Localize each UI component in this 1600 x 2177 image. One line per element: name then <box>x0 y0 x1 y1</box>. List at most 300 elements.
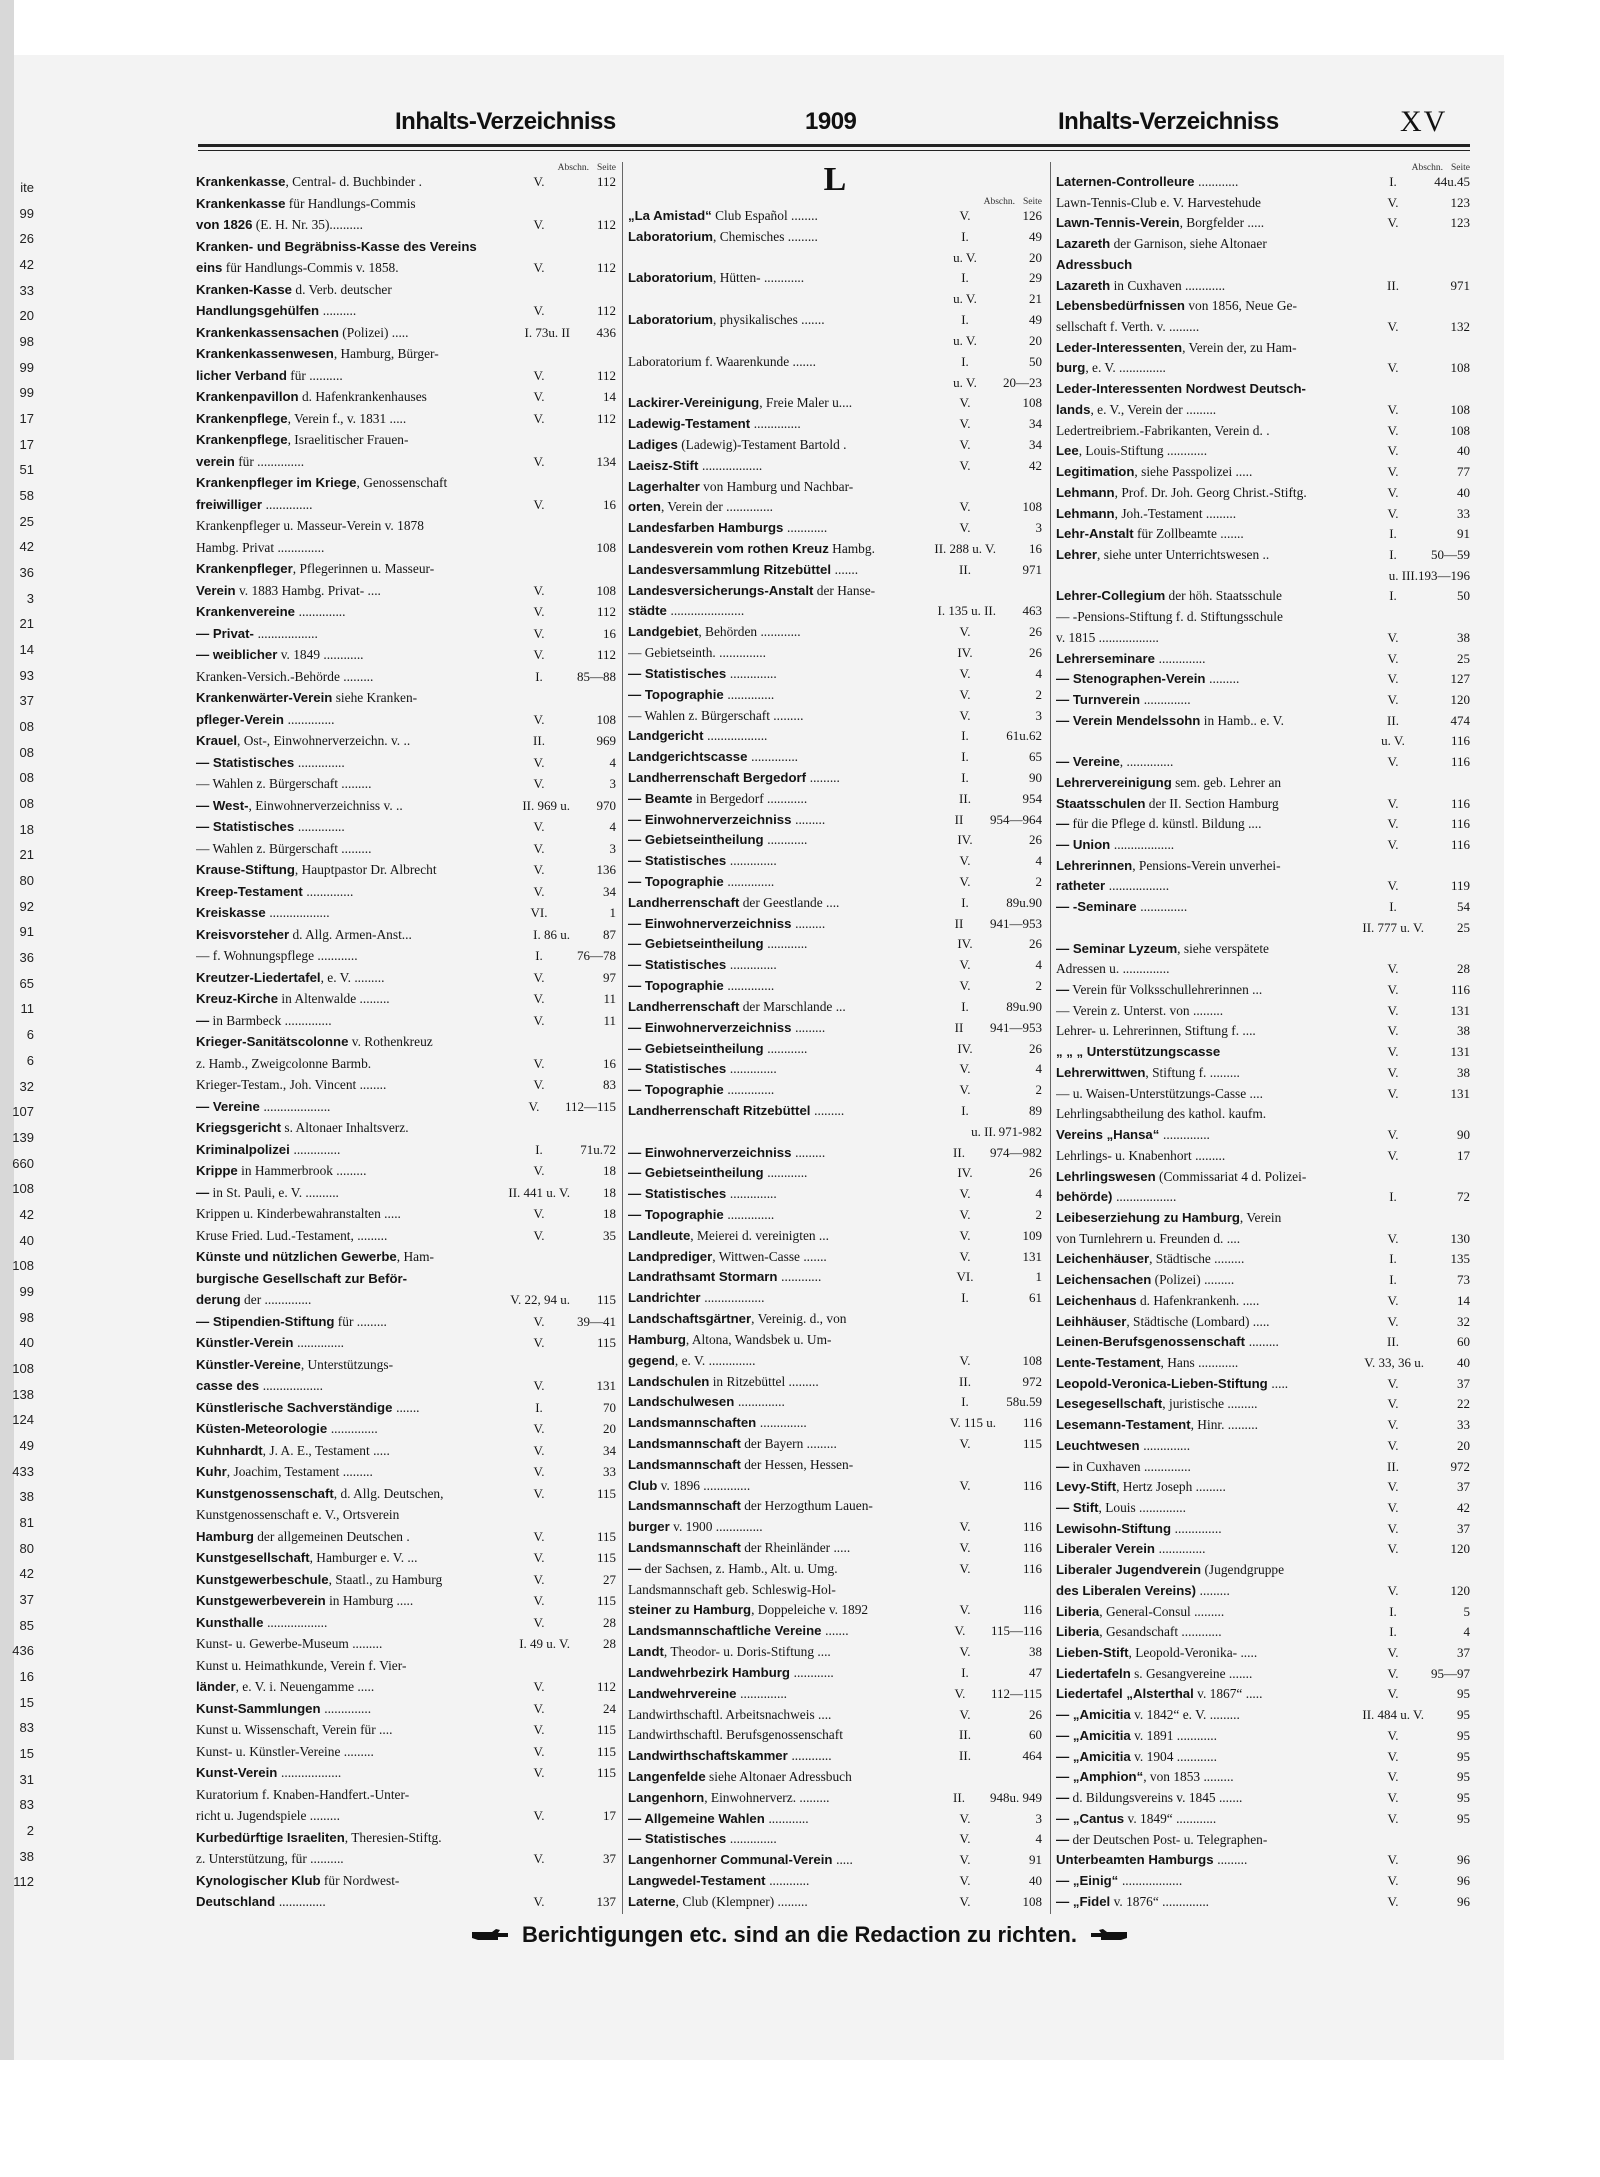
entry-title <box>1056 1852 1362 1868</box>
entry-detail: ............ <box>768 1810 809 1826</box>
entry-detail: der Herzogthum Lauen- <box>740 1498 873 1514</box>
entry-keyword: — <box>1056 816 1070 832</box>
entry-keyword: Liedertafeln <box>1056 1665 1131 1681</box>
entry-section: V. <box>533 582 545 598</box>
index-entry <box>196 905 616 925</box>
entry-page: 14 <box>1457 1292 1470 1308</box>
entry-page: 95—97 <box>1431 1665 1470 1681</box>
gutter-number: 108 <box>12 1258 34 1274</box>
entry-page: 463 <box>1022 603 1042 619</box>
entry-keyword: — „Amicitia <box>1056 1727 1131 1743</box>
gutter-number: 124 <box>12 1412 34 1428</box>
index-entry <box>1056 692 1470 712</box>
entry-section: V. <box>1387 194 1399 210</box>
entry-keyword: — „Cantus <box>1056 1810 1125 1826</box>
gutter-number: 91 <box>19 924 34 940</box>
index-entry <box>1056 878 1470 898</box>
entry-detail: ....... <box>825 1623 849 1639</box>
entry-title <box>196 1701 508 1717</box>
entry-section: V. <box>1387 1769 1399 1785</box>
index-entry <box>628 250 1042 270</box>
index-entry <box>1056 526 1470 546</box>
entry-section: V. <box>959 1519 971 1535</box>
entry-title <box>1056 1583 1362 1599</box>
entry-page: 50 <box>1457 588 1470 604</box>
entry-section: V. <box>1387 816 1399 832</box>
entry-section: V. <box>533 1593 545 1608</box>
entry-detail: , Behörden ............ <box>698 624 801 640</box>
entry-page: 115 <box>596 1722 616 1737</box>
entry-keyword: licher Verband <box>196 367 287 383</box>
gutter-number: 17 <box>19 411 34 427</box>
gutter-number: 11 <box>20 1001 34 1017</box>
entry-section: II. <box>959 1373 971 1389</box>
entry-title: Krieger-Testam., Joh. Vincent ........ <box>196 1077 387 1092</box>
entry-title <box>628 1082 934 1098</box>
index-entry <box>628 1082 1042 1102</box>
entry-section: I. <box>961 228 969 244</box>
entry-page: 954 <box>1022 790 1042 806</box>
entry-keyword: Landschulen <box>628 1373 710 1389</box>
entry-keyword: Leichensachen <box>1056 1272 1152 1288</box>
entry-page: 34 <box>603 883 616 899</box>
entry-keyword: Ladewig-Testament <box>628 416 754 432</box>
entry-page: 18 <box>603 1206 616 1221</box>
entry-title <box>628 395 934 411</box>
entry-title <box>628 1353 934 1369</box>
index-entry <box>628 1186 1042 1206</box>
entry-keyword: — Vereine <box>196 1098 264 1114</box>
gutter-number: 80 <box>19 873 34 889</box>
entry-title: — Wahlen z. Bürgerschaft ......... <box>196 776 372 791</box>
entry-title <box>196 1486 508 1502</box>
entry-section: V. <box>959 1082 971 1098</box>
entry-section: V. <box>533 1528 545 1544</box>
entry-detail: , Städtische (Lombard) ..... <box>1126 1313 1270 1329</box>
entry-detail: , Meierei d. vereinigten ... <box>690 1227 829 1243</box>
entry-detail: für .......... <box>286 367 343 383</box>
entry-page: 49 <box>1029 228 1042 244</box>
entry-detail: , siehe Passpolizei ..... <box>1134 464 1253 480</box>
gutter-number: 08 <box>19 796 34 812</box>
entry-page: 91 <box>1457 526 1470 542</box>
entry-keyword: Krankenkasse <box>196 174 286 189</box>
index-entry <box>196 841 616 861</box>
entry-detail: , Hütten- ............ <box>713 270 805 286</box>
entry-detail: .............. <box>287 711 335 727</box>
entry-keyword: — Topographie <box>628 1207 728 1222</box>
entry-detail: , Ost-, Einwohnerverzeichn. v. .. <box>237 733 411 748</box>
entry-keyword: Künstler-Verein <box>196 1335 298 1350</box>
index-entry <box>196 862 616 882</box>
index-entry <box>1056 1790 1470 1810</box>
index-entry <box>196 1636 616 1656</box>
index-entry <box>628 291 1042 311</box>
entry-page: 109 <box>1022 1227 1042 1243</box>
entry-keyword: Club <box>628 1477 658 1493</box>
entry-keyword: Liberaler Verein <box>1056 1541 1159 1557</box>
entry-title <box>628 853 934 869</box>
entry-page: 11 <box>603 991 616 1006</box>
entry-keyword: — Statistisches <box>628 853 730 869</box>
entry-page: 65 <box>1029 749 1042 765</box>
entry-detail: .............. <box>727 1082 775 1098</box>
entry-title <box>1056 1645 1362 1661</box>
entry-page: 969 <box>596 733 616 748</box>
entry-detail: (Ladewig)-Testament Bartold . <box>677 436 847 452</box>
entry-detail: ............ <box>767 832 808 848</box>
entry-page: 60 <box>1457 1334 1470 1350</box>
entry-detail: , physikalisches ....... <box>713 312 825 328</box>
entry-page: 116 <box>1022 1519 1042 1535</box>
entry-title <box>628 583 934 599</box>
entry-keyword: — Gebietseintheilung <box>628 1040 768 1056</box>
entry-detail: ......... <box>1209 671 1240 687</box>
entry-section: IV. <box>957 1165 973 1181</box>
entry-section: u. V. <box>1381 733 1405 749</box>
index-entry <box>196 1830 616 1850</box>
index-entry <box>628 936 1042 956</box>
entry-detail: v. 1867“ ..... <box>1193 1686 1263 1702</box>
index-entry <box>628 832 1042 852</box>
entry-section: V. <box>533 711 545 727</box>
index-entry <box>196 927 616 947</box>
entry-section: V. <box>1387 961 1399 977</box>
entry-keyword: — „Amphion“ <box>1056 1769 1144 1785</box>
entry-page: 131 <box>596 1378 616 1393</box>
entry-section: V. <box>533 840 545 856</box>
index-entry <box>628 687 1042 707</box>
entry-keyword: Laboratorium <box>628 312 713 328</box>
entry-page: 11 <box>603 1012 616 1028</box>
entry-section: II. <box>953 1144 965 1160</box>
gutter-number: 139 <box>12 1129 34 1145</box>
entry-page: 60 <box>1029 1727 1042 1743</box>
entry-page: 40 <box>1457 484 1470 500</box>
entry-detail: , Hinr. ......... <box>1190 1417 1258 1433</box>
entry-detail: in Cuxhaven ............ <box>1110 277 1226 293</box>
entry-page: 116 <box>1450 837 1470 852</box>
entry-keyword: Liberia <box>1056 1624 1100 1640</box>
entry-page: 112 <box>596 647 616 662</box>
index-entry <box>628 916 1042 936</box>
entry-keyword: casse des <box>196 1378 263 1393</box>
gutter-number: 32 <box>19 1078 34 1094</box>
gutter-number: 83 <box>19 1720 34 1736</box>
index-entry <box>196 1593 616 1613</box>
entry-detail: , Einwohnerverzeichniss v. .. <box>248 797 403 813</box>
index-entry <box>1056 1169 1470 1189</box>
entry-title <box>628 229 934 245</box>
index-entry <box>196 1400 616 1420</box>
entry-detail: d. Verb. deutscher <box>292 281 392 297</box>
entry-page: 95 <box>1457 1748 1470 1764</box>
entry-keyword: Kreep-Testament <box>196 883 307 899</box>
entry-title <box>1056 1376 1362 1392</box>
entry-section: V. <box>533 604 545 619</box>
index-entry <box>196 991 616 1011</box>
index-entry <box>628 1332 1042 1352</box>
entry-page: 116 <box>1022 1540 1042 1555</box>
entry-section: V. <box>959 874 971 889</box>
entry-title <box>1056 298 1362 314</box>
entry-page: 25 <box>1457 919 1470 935</box>
index-entry <box>1056 1873 1470 1893</box>
index-entry <box>1056 485 1470 505</box>
entry-keyword: Kuhnhardt <box>196 1442 263 1458</box>
entry-page: 37 <box>1457 1645 1470 1661</box>
entry-page: 83 <box>603 1077 616 1092</box>
entry-keyword: länder <box>196 1679 236 1694</box>
entry-keyword: Landgebiet <box>628 624 699 640</box>
entry-page: 95 <box>1457 1707 1470 1723</box>
index-entry <box>1056 837 1470 857</box>
index-entry <box>628 437 1042 457</box>
index-entry <box>196 1658 616 1678</box>
entry-page: 972 <box>1022 1373 1042 1389</box>
entry-title <box>628 479 934 495</box>
entry-page: 20 <box>1029 249 1042 265</box>
entry-section: V. <box>959 1831 971 1847</box>
index-entry <box>628 853 1042 873</box>
entry-detail: v. 1849 ............ <box>277 647 364 662</box>
entry-keyword: — West- <box>196 797 249 813</box>
entry-title <box>628 312 934 328</box>
index-entry <box>628 1061 1042 1081</box>
gutter-number: 6 <box>26 1027 34 1043</box>
entry-keyword: Unterbeamten Hamburgs <box>1056 1852 1218 1868</box>
entry-page: 474 <box>1450 712 1470 728</box>
gutter-number: 108 <box>12 1360 34 1376</box>
entry-detail: .................. <box>1108 878 1170 894</box>
entry-section: V. <box>533 1765 545 1780</box>
index-entry <box>1056 858 1470 878</box>
entry-detail: , Pensions-Verein unverhei- <box>1132 857 1281 873</box>
entry-title <box>1056 796 1362 812</box>
entry-page: 21 <box>1029 291 1042 307</box>
entry-page: 112 <box>596 260 616 275</box>
entry-section: V. <box>959 1477 971 1493</box>
index-entry <box>196 1142 616 1162</box>
gutter-number: 107 <box>12 1104 34 1120</box>
gutter-number: 92 <box>19 898 34 914</box>
entry-keyword: — Einwohnerverzeichniss <box>628 811 796 827</box>
column-heading-seite: Seite <box>1023 197 1042 207</box>
entry-detail: , Joachim, Testament ......... <box>226 1464 373 1479</box>
entry-section: IV. <box>957 832 973 848</box>
entry-keyword: Leibeserziehung zu Hamburg <box>1056 1209 1240 1225</box>
entry-keyword: Landsmannschaft <box>628 1456 741 1472</box>
index-entry <box>196 1378 616 1398</box>
index-entry <box>196 1013 616 1033</box>
entry-detail: ....... <box>834 561 859 577</box>
entry-keyword: — Statistisches <box>628 1831 730 1847</box>
entry-detail: , Genossenschaft <box>356 475 448 490</box>
entry-section: V. <box>533 754 545 770</box>
index-entry <box>1056 899 1470 919</box>
entry-section: I. <box>1389 546 1397 562</box>
gutter-number: 37 <box>19 1591 34 1607</box>
index-entry <box>628 1124 1042 1144</box>
entry-detail: ......... <box>795 1019 826 1035</box>
index-entry <box>628 645 1042 665</box>
gutter-number: 58 <box>19 488 34 504</box>
entry-page: 115 <box>1022 1435 1042 1451</box>
entry-section: u. V. <box>953 374 977 390</box>
entry-detail: in Hammerbrook ......... <box>237 1163 367 1178</box>
entry-title <box>1056 215 1362 231</box>
entry-section: VI. <box>956 1269 974 1285</box>
index-entry <box>628 208 1042 228</box>
entry-title <box>628 1165 934 1181</box>
index-entry <box>628 1103 1042 1123</box>
entry-title <box>196 798 460 814</box>
entry-keyword: behörde) <box>1056 1189 1117 1205</box>
entry-page: 16 <box>603 625 616 641</box>
entry-page: 3 <box>609 840 616 856</box>
index-entry <box>196 1228 616 1248</box>
entry-section: V. <box>1387 1437 1399 1453</box>
index-entry <box>1056 1148 1470 1168</box>
entry-detail: ...................... <box>670 603 745 619</box>
entry-keyword: verein <box>196 453 235 469</box>
entry-page: 89 <box>1029 1102 1042 1118</box>
index-entry <box>628 999 1042 1019</box>
entry-title <box>628 978 934 994</box>
index-entry <box>196 1808 616 1828</box>
entry-detail: , Staatl., zu Hamburg <box>328 1571 443 1587</box>
index-entry <box>1056 1210 1470 1230</box>
gutter-number: 38 <box>19 1489 34 1505</box>
entry-detail: ............ <box>767 1040 808 1056</box>
index-entry <box>1056 630 1470 650</box>
entry-keyword: — <box>1056 982 1070 998</box>
entry-detail: .............. <box>1143 691 1191 707</box>
entry-keyword: — <box>196 1012 210 1028</box>
gutter-number: 65 <box>19 975 34 991</box>
entry-page: 131 <box>1022 1248 1042 1264</box>
entry-detail: (Jugendgruppe <box>1201 1562 1285 1578</box>
entry-title <box>1056 381 1362 397</box>
index-entry <box>196 432 616 452</box>
entry-keyword: freiwilliger <box>196 496 266 512</box>
index-entry <box>1056 1645 1470 1665</box>
gutter-number: 42 <box>19 1206 34 1222</box>
entry-page: 25 <box>1457 650 1470 666</box>
entry-page: 17 <box>1457 1147 1470 1163</box>
entry-page: 85—88 <box>577 668 616 684</box>
entry-page: 91 <box>1029 1852 1042 1868</box>
entry-page: 76—78 <box>577 948 616 963</box>
index-entry <box>628 562 1042 582</box>
entry-title <box>1056 1417 1362 1433</box>
gutter-number: 42 <box>19 1566 34 1582</box>
entry-section: I. <box>961 270 969 286</box>
entry-detail: , Hamburger e. V. ... <box>309 1550 418 1565</box>
entry-keyword: Kunstgewerbeschule <box>196 1571 329 1587</box>
entry-page: 3 <box>1035 707 1042 723</box>
entry-detail: , J. A. E., Testament ..... <box>262 1442 390 1458</box>
entry-detail: , Unterstützungs- <box>300 1356 394 1372</box>
index-entry <box>1056 298 1470 318</box>
entry-title <box>196 1099 503 1115</box>
gutter-number: 99 <box>19 205 34 221</box>
index-entry <box>628 229 1042 249</box>
entry-detail: .............. <box>1174 1520 1222 1536</box>
entry-detail: (Polizei) ......... <box>1151 1272 1235 1288</box>
entry-detail: ......... <box>1217 1852 1248 1868</box>
index-entry <box>1056 671 1470 691</box>
entry-section: V. <box>959 1248 971 1264</box>
entry-title <box>196 432 508 448</box>
entry-page: 112—115 <box>564 1098 616 1114</box>
index-entry <box>1056 340 1470 360</box>
entry-title <box>196 497 508 513</box>
entry-keyword: Krankenkassenwesen <box>196 346 334 361</box>
index-entry <box>196 1421 616 1441</box>
entry-title: Hambg. Privat .............. <box>196 539 325 555</box>
index-entry <box>196 260 616 280</box>
entry-title <box>196 454 508 470</box>
entry-section: V. <box>959 1893 971 1909</box>
index-entry <box>628 1748 1042 1768</box>
index-entry <box>196 325 616 345</box>
entry-detail: .................. <box>257 625 318 641</box>
entry-section: II. <box>1387 1458 1399 1474</box>
entry-title <box>196 1830 508 1846</box>
entry-keyword: Leder-Interessenten <box>1056 339 1183 355</box>
entry-page: 127 <box>1450 671 1470 687</box>
entry-detail: .............. <box>753 416 801 432</box>
entry-detail: , Verein der, zu Ham- <box>1182 339 1297 355</box>
gutter-number: 08 <box>19 770 34 786</box>
entry-keyword: Kreutzer-Liedertafel <box>196 969 321 985</box>
entry-page: 3 <box>1035 1810 1042 1826</box>
entry-section: IV. <box>957 1040 973 1056</box>
entry-section: V. <box>1387 484 1399 500</box>
entry-detail: , Wittwen-Casse ....... <box>712 1248 827 1264</box>
entry-section: I. <box>961 353 969 369</box>
entry-title <box>628 791 934 807</box>
index-entry <box>196 819 616 839</box>
index-entry <box>196 884 616 904</box>
entry-title <box>628 520 934 536</box>
entry-keyword: Landsmannschaft <box>628 1435 741 1451</box>
entry-title <box>196 1249 508 1265</box>
index-entry <box>196 196 616 216</box>
entry-page: 115 <box>596 1335 616 1350</box>
entry-keyword: Lackirer-Vereinigung <box>628 395 760 411</box>
index-entries-right <box>1056 174 1470 1914</box>
entry-keyword: — Topographie <box>628 874 728 889</box>
entry-detail: ............ <box>769 1873 810 1888</box>
entry-title <box>628 1311 934 1327</box>
index-entry <box>628 312 1042 332</box>
entry-title <box>628 437 934 453</box>
entry-title <box>628 1332 934 1348</box>
header-rule-thin <box>198 150 1470 151</box>
entry-keyword: Krankenkassensachen <box>196 324 339 340</box>
entry-section: V. <box>959 853 971 869</box>
index-entry <box>1056 1459 1470 1479</box>
entry-page: 95 <box>1457 1810 1470 1826</box>
entry-detail: .................. <box>707 728 768 744</box>
entry-title <box>628 728 934 744</box>
entry-keyword: Landprediger <box>628 1248 713 1264</box>
index-entry <box>628 1498 1042 1518</box>
entry-keyword: lands <box>1056 401 1091 417</box>
entry-title <box>196 1464 508 1480</box>
